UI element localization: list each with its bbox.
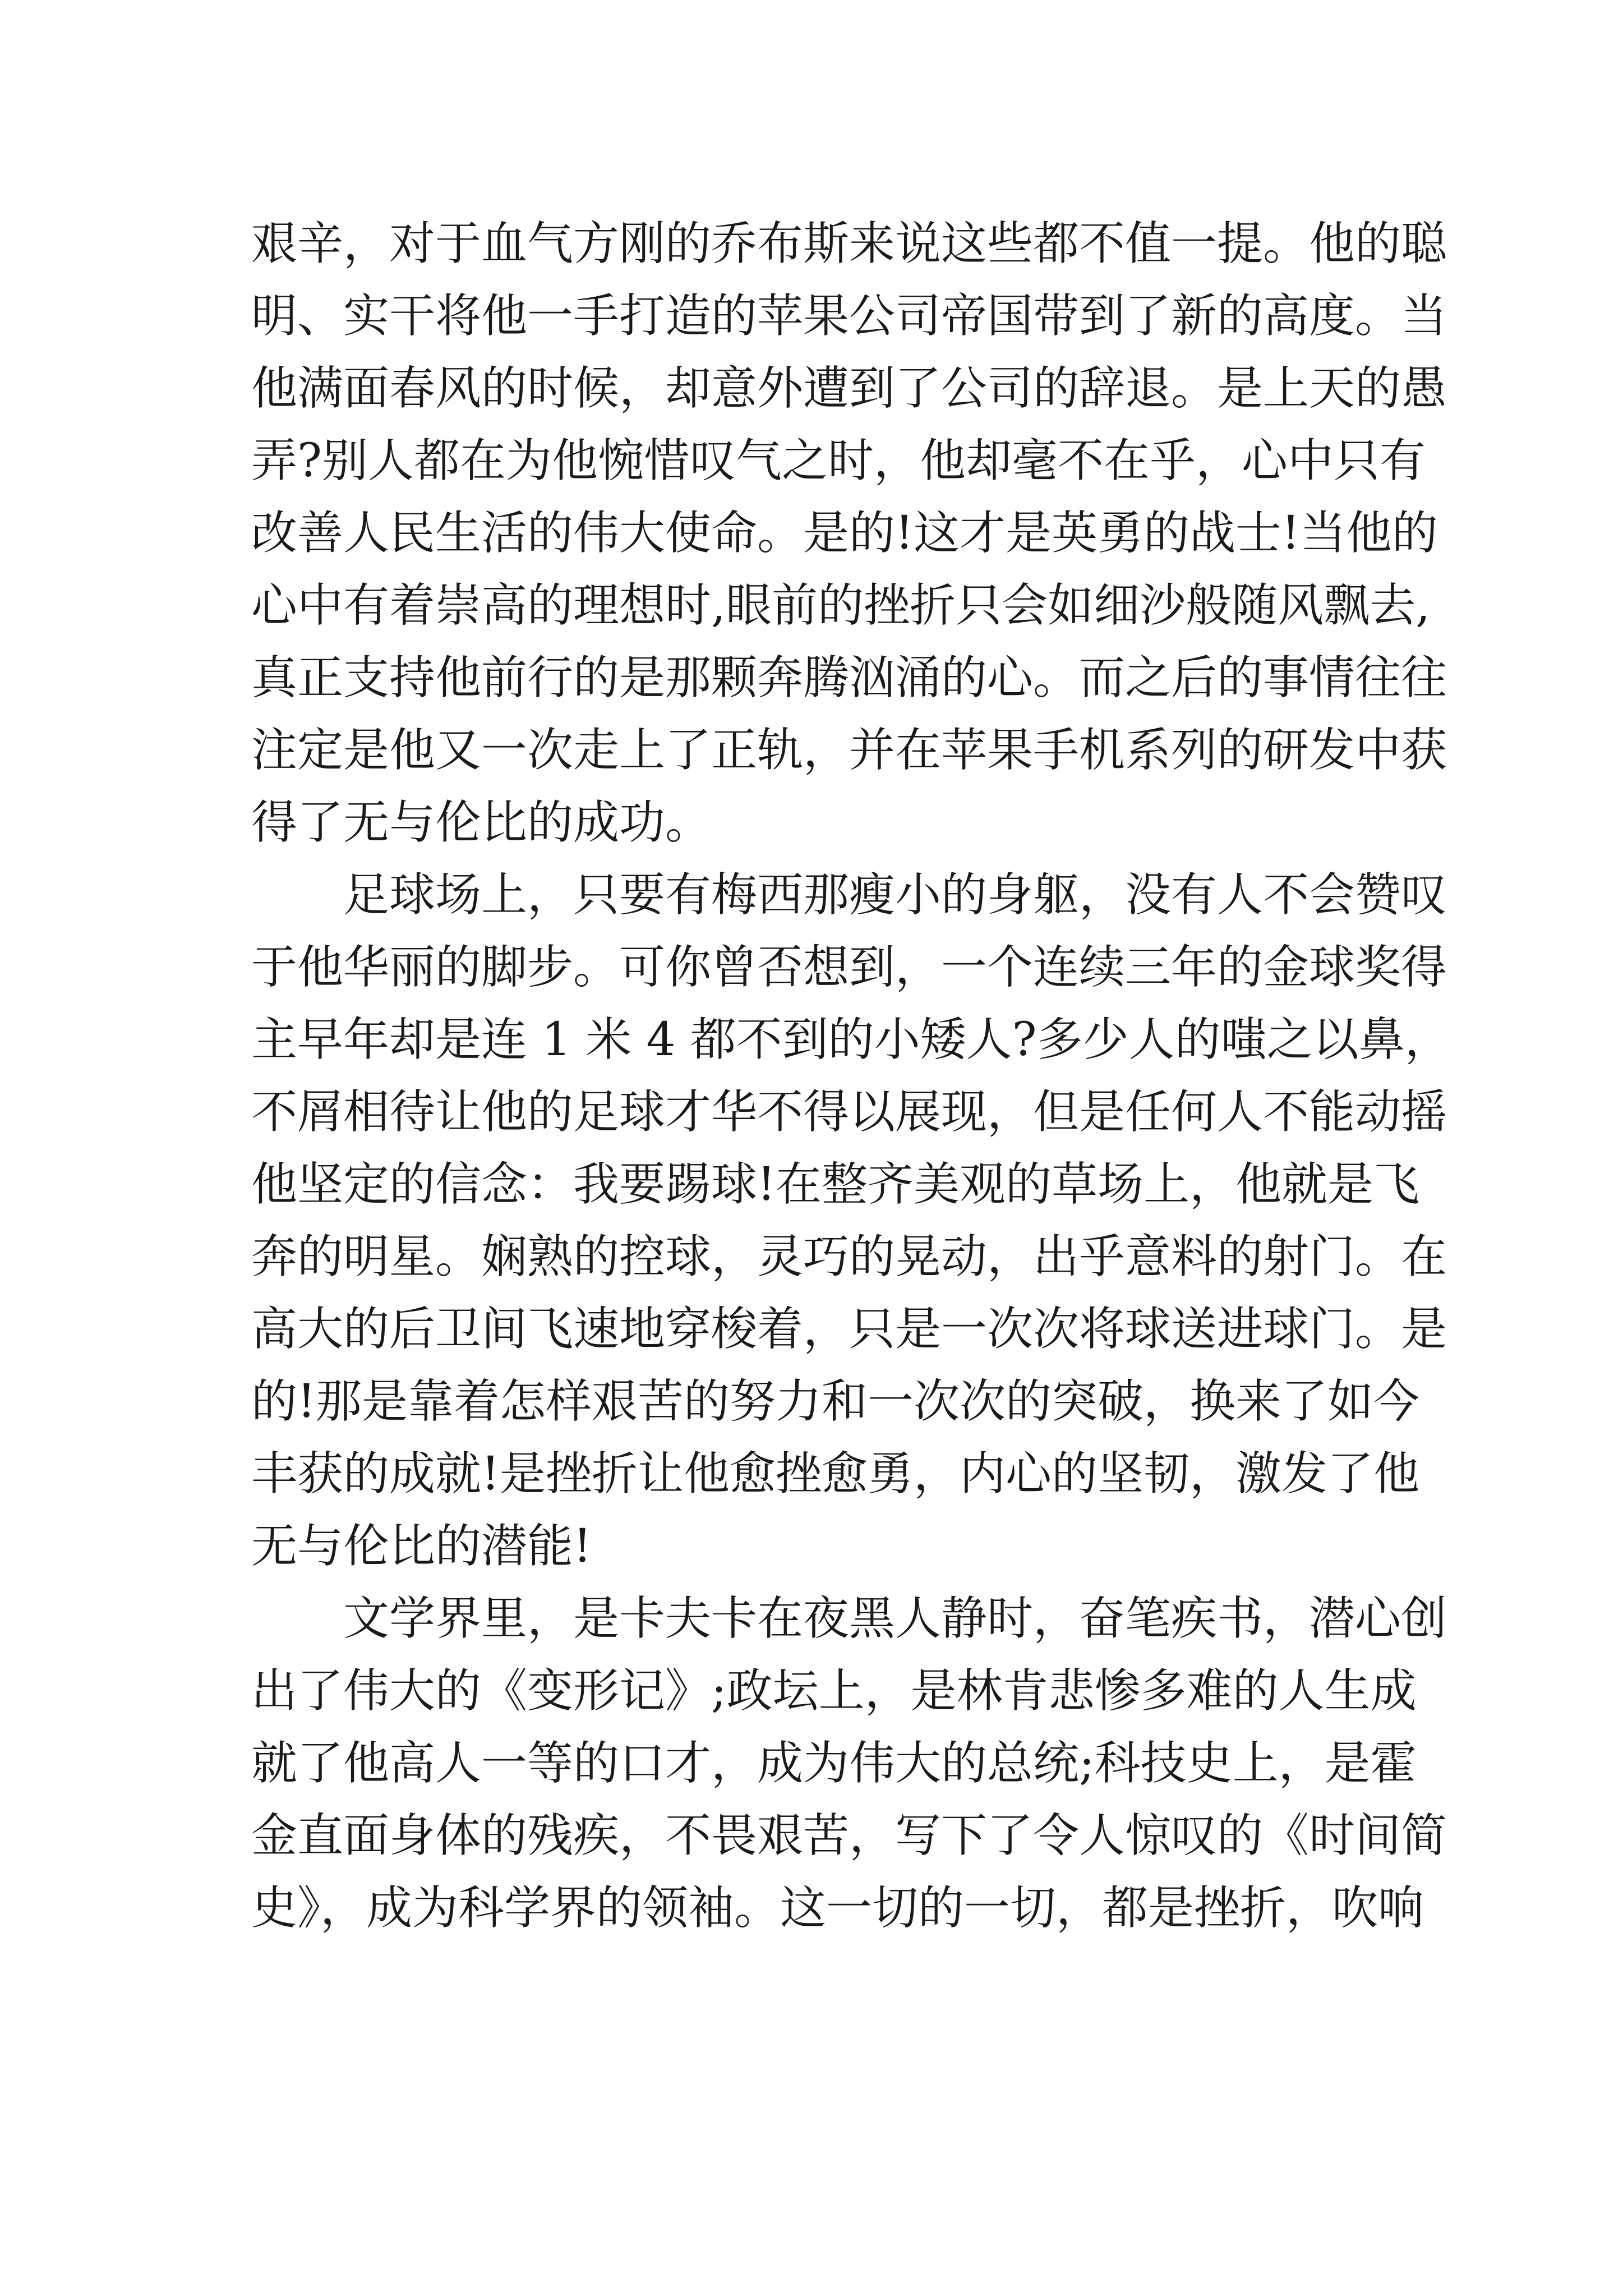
paragraph-first-line: 文学界里，是卡夫卡在夜黑人静时，奋笔疾书，潜心创 [343, 1592, 1447, 1645]
text-line: 改善人民生活的伟大使命。是的!这才是英勇的战士!当他的 [251, 507, 1438, 560]
text-line: 明、实干将他一手打造的苹果公司帝国带到了新的高度。当 [251, 289, 1447, 343]
text-line: 不屑相待让他的足球才华不得以展现，但是任何人不能动摇 [251, 1085, 1447, 1139]
text-line: 弄?别人都在为他惋惜叹气之时，他却毫不在乎，心中只有 [251, 434, 1426, 487]
text-line: 艰辛，对于血气方刚的乔布斯来说这些都不值一提。他的聪 [251, 217, 1447, 270]
text-line: 主早年却是连 1 米 4 都不到的小矮人?多少人的嗤之以鼻， [251, 1013, 1451, 1066]
text-line: 金直面身体的残疾，不畏艰苦，写下了令人惊叹的《时间简 [251, 1809, 1447, 1862]
text-line: 的!那是靠着怎样艰苦的努力和一次次的突破，换来了如今 [251, 1375, 1419, 1428]
text-line: 就了他高人一等的口才，成为伟大的总统;科技史上，是霍 [251, 1737, 1417, 1790]
text-line: 史》，成为科学界的领袖。这一切的一切，都是挫折，吹响 [251, 1881, 1424, 1935]
text-line: 他坚定的信念：我要踢球!在整齐美观的草场上，他就是飞 [251, 1158, 1419, 1211]
text-line: 高大的后卫间飞速地穿梭着，只是一次次将球送进球门。是 [251, 1303, 1447, 1356]
text-line: 心中有着崇高的理想时,眼前的挫折只会如细沙般随风飘去, [251, 579, 1431, 632]
text-line: 丰获的成就!是挫折让他愈挫愈勇，内心的坚韧，激发了他 [251, 1447, 1419, 1501]
text-line: 出了伟大的《变形记》;政坛上，是林肯悲惨多难的人生成 [251, 1664, 1417, 1718]
text-line: 奔的明星。娴熟的控球，灵巧的晃动，出乎意料的射门。在 [251, 1230, 1447, 1283]
text-line: 真正支持他前行的是那颗奔腾汹涌的心。而之后的事情往往 [251, 651, 1447, 705]
text-line: 他满面春风的时候，却意外遭到了公司的辞退。是上天的愚 [251, 362, 1447, 415]
text-line: 注定是他又一次走上了正轨，并在苹果手机系列的研发中获 [251, 724, 1447, 777]
text-line: 得了无与伦比的成功。 [251, 796, 712, 849]
paragraph-first-line: 足球场上，只要有梅西那瘦小的身躯，没有人不会赞叹 [343, 868, 1447, 922]
text-line: 于他华丽的脚步。可你曾否想到，一个连续三年的金球奖得 [251, 941, 1447, 994]
text-line: 无与伦比的潜能! [251, 1520, 592, 1573]
